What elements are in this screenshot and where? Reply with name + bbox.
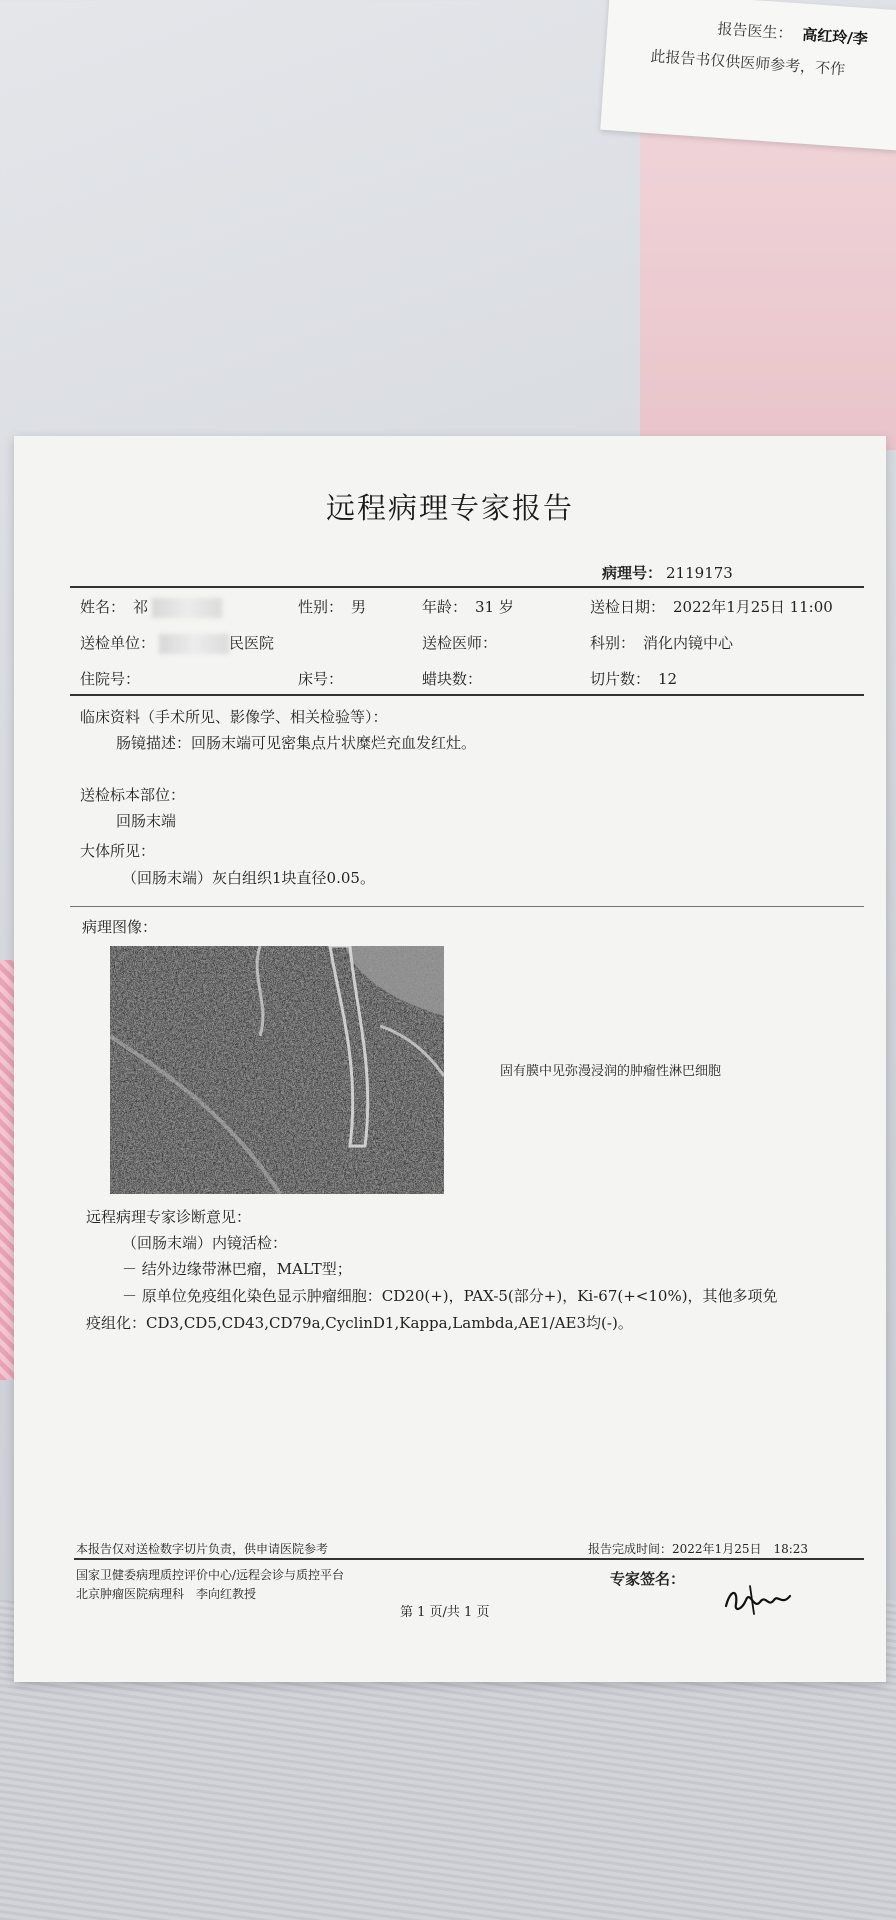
gender-label: 性别： (298, 598, 344, 616)
field-bed (298, 668, 351, 689)
date-label: 送检日期： (590, 598, 666, 616)
age-label: 年龄： (422, 598, 468, 616)
field-age (422, 596, 514, 617)
name-value: 祁 (133, 598, 149, 616)
slice-label: 切片数： (590, 670, 651, 688)
slip-line-1 (717, 18, 869, 49)
diagnosis-heading: 远程病理专家诊断意见： (86, 1208, 252, 1226)
diagnosis-line-3: － 原单位免疫组化染色显示肿瘤细胞：CD20(+)，PAX-5(部分+)，Ki-67(+<10%)，其他多项免 (122, 1287, 778, 1305)
doctor-label: 送检医师： (422, 634, 498, 652)
micrograph-image (110, 946, 444, 1194)
top-report-slip (600, 0, 896, 151)
specimen-site-text: 回肠末端 (116, 812, 177, 830)
field-inpatient (80, 668, 148, 689)
image-heading: 病理图像： (82, 918, 158, 936)
unit-value: 民医院 (229, 634, 275, 652)
gross-text: （回肠末端）灰白组织1块直径0.05。 (122, 869, 375, 887)
slip-doctor-label: 报告医生： (716, 19, 794, 43)
header-rule-bottom (70, 694, 864, 696)
report-title: 远程病理专家报告 (325, 491, 574, 525)
age-value: 31 岁 (475, 598, 514, 616)
gross-heading: 大体所见： (80, 842, 156, 860)
unit-redaction (159, 634, 229, 654)
footer-rule (74, 1558, 864, 1560)
completion-time (588, 1540, 808, 1557)
pathology-number-value: 2119173 (666, 564, 733, 582)
date-value: 2022年1月25日 11:00 (673, 598, 833, 616)
slice-value: 12 (658, 670, 678, 688)
field-date (590, 596, 833, 617)
clinical-heading: 临床资料（手术所见、影像学、相关检验等）： (80, 708, 388, 726)
pathology-report-paper (14, 436, 886, 1682)
clinical-text: 肠镜描述：回肠末端可见密集点片状糜烂充血发红灶。 (116, 734, 477, 752)
diagnosis-line-1: （回肠末端）内镜活检： (122, 1234, 288, 1252)
inpatient-label: 住院号： (80, 670, 141, 688)
field-wax (422, 668, 490, 689)
platform-line-2: 北京肿瘤医院病理科 李向红教授 (76, 1587, 257, 1601)
name-redaction (152, 598, 222, 618)
field-unit (80, 632, 274, 654)
dept-label: 科别： (590, 634, 636, 652)
pathology-micrograph (110, 946, 444, 1194)
diagnosis-line-4: 疫组化：CD3,CD5,CD43,CD79a,CyclinD1,Kappa,Lambda,AE1/AE3均(-)。 (86, 1314, 633, 1332)
specimen-site-heading: 送检标本部位： (80, 786, 186, 804)
unit-label: 送检单位： (80, 634, 156, 652)
field-doctor (422, 632, 505, 653)
wax-label: 蜡块数： (422, 670, 483, 688)
completion-time-value: 2022年1月25日 18:23 (672, 1542, 809, 1556)
micrograph-caption: 固有膜中见弥漫浸润的肿瘤性淋巴细胞 (500, 1064, 722, 1079)
slip-doctor-value: 高红玲/李 (801, 25, 869, 49)
field-dept (590, 632, 733, 653)
pathology-number-label: 病理号： (602, 564, 663, 582)
bed-label: 床号： (298, 670, 344, 688)
pathology-number (602, 562, 733, 583)
completion-time-label: 报告完成时间： (588, 1542, 673, 1556)
name-label: 姓名： (80, 598, 126, 616)
field-gender (298, 596, 366, 617)
expert-signature (720, 1580, 800, 1620)
page-info: 第 1 页/共 1 页 (400, 1605, 490, 1620)
diagnosis-line-2: － 结外边缘带淋巴瘤，MALT型； (122, 1260, 352, 1278)
section-rule (70, 906, 864, 907)
footer-disclaimer: 本报告仅对送检数字切片负责，供申请医院参考 (76, 1542, 329, 1556)
slip-line-2: 此报告书仅供医师参考，不作 (649, 47, 846, 79)
header-rule-top (70, 586, 864, 588)
gender-value: 男 (351, 598, 367, 616)
signature-label: 专家签名： (610, 1570, 686, 1588)
field-slices (590, 668, 677, 689)
field-name (80, 596, 222, 618)
platform-line-1: 国家卫健委病理质控评价中心/远程会诊与质控平台 (76, 1568, 345, 1582)
dept-value: 消化内镜中心 (643, 634, 734, 652)
